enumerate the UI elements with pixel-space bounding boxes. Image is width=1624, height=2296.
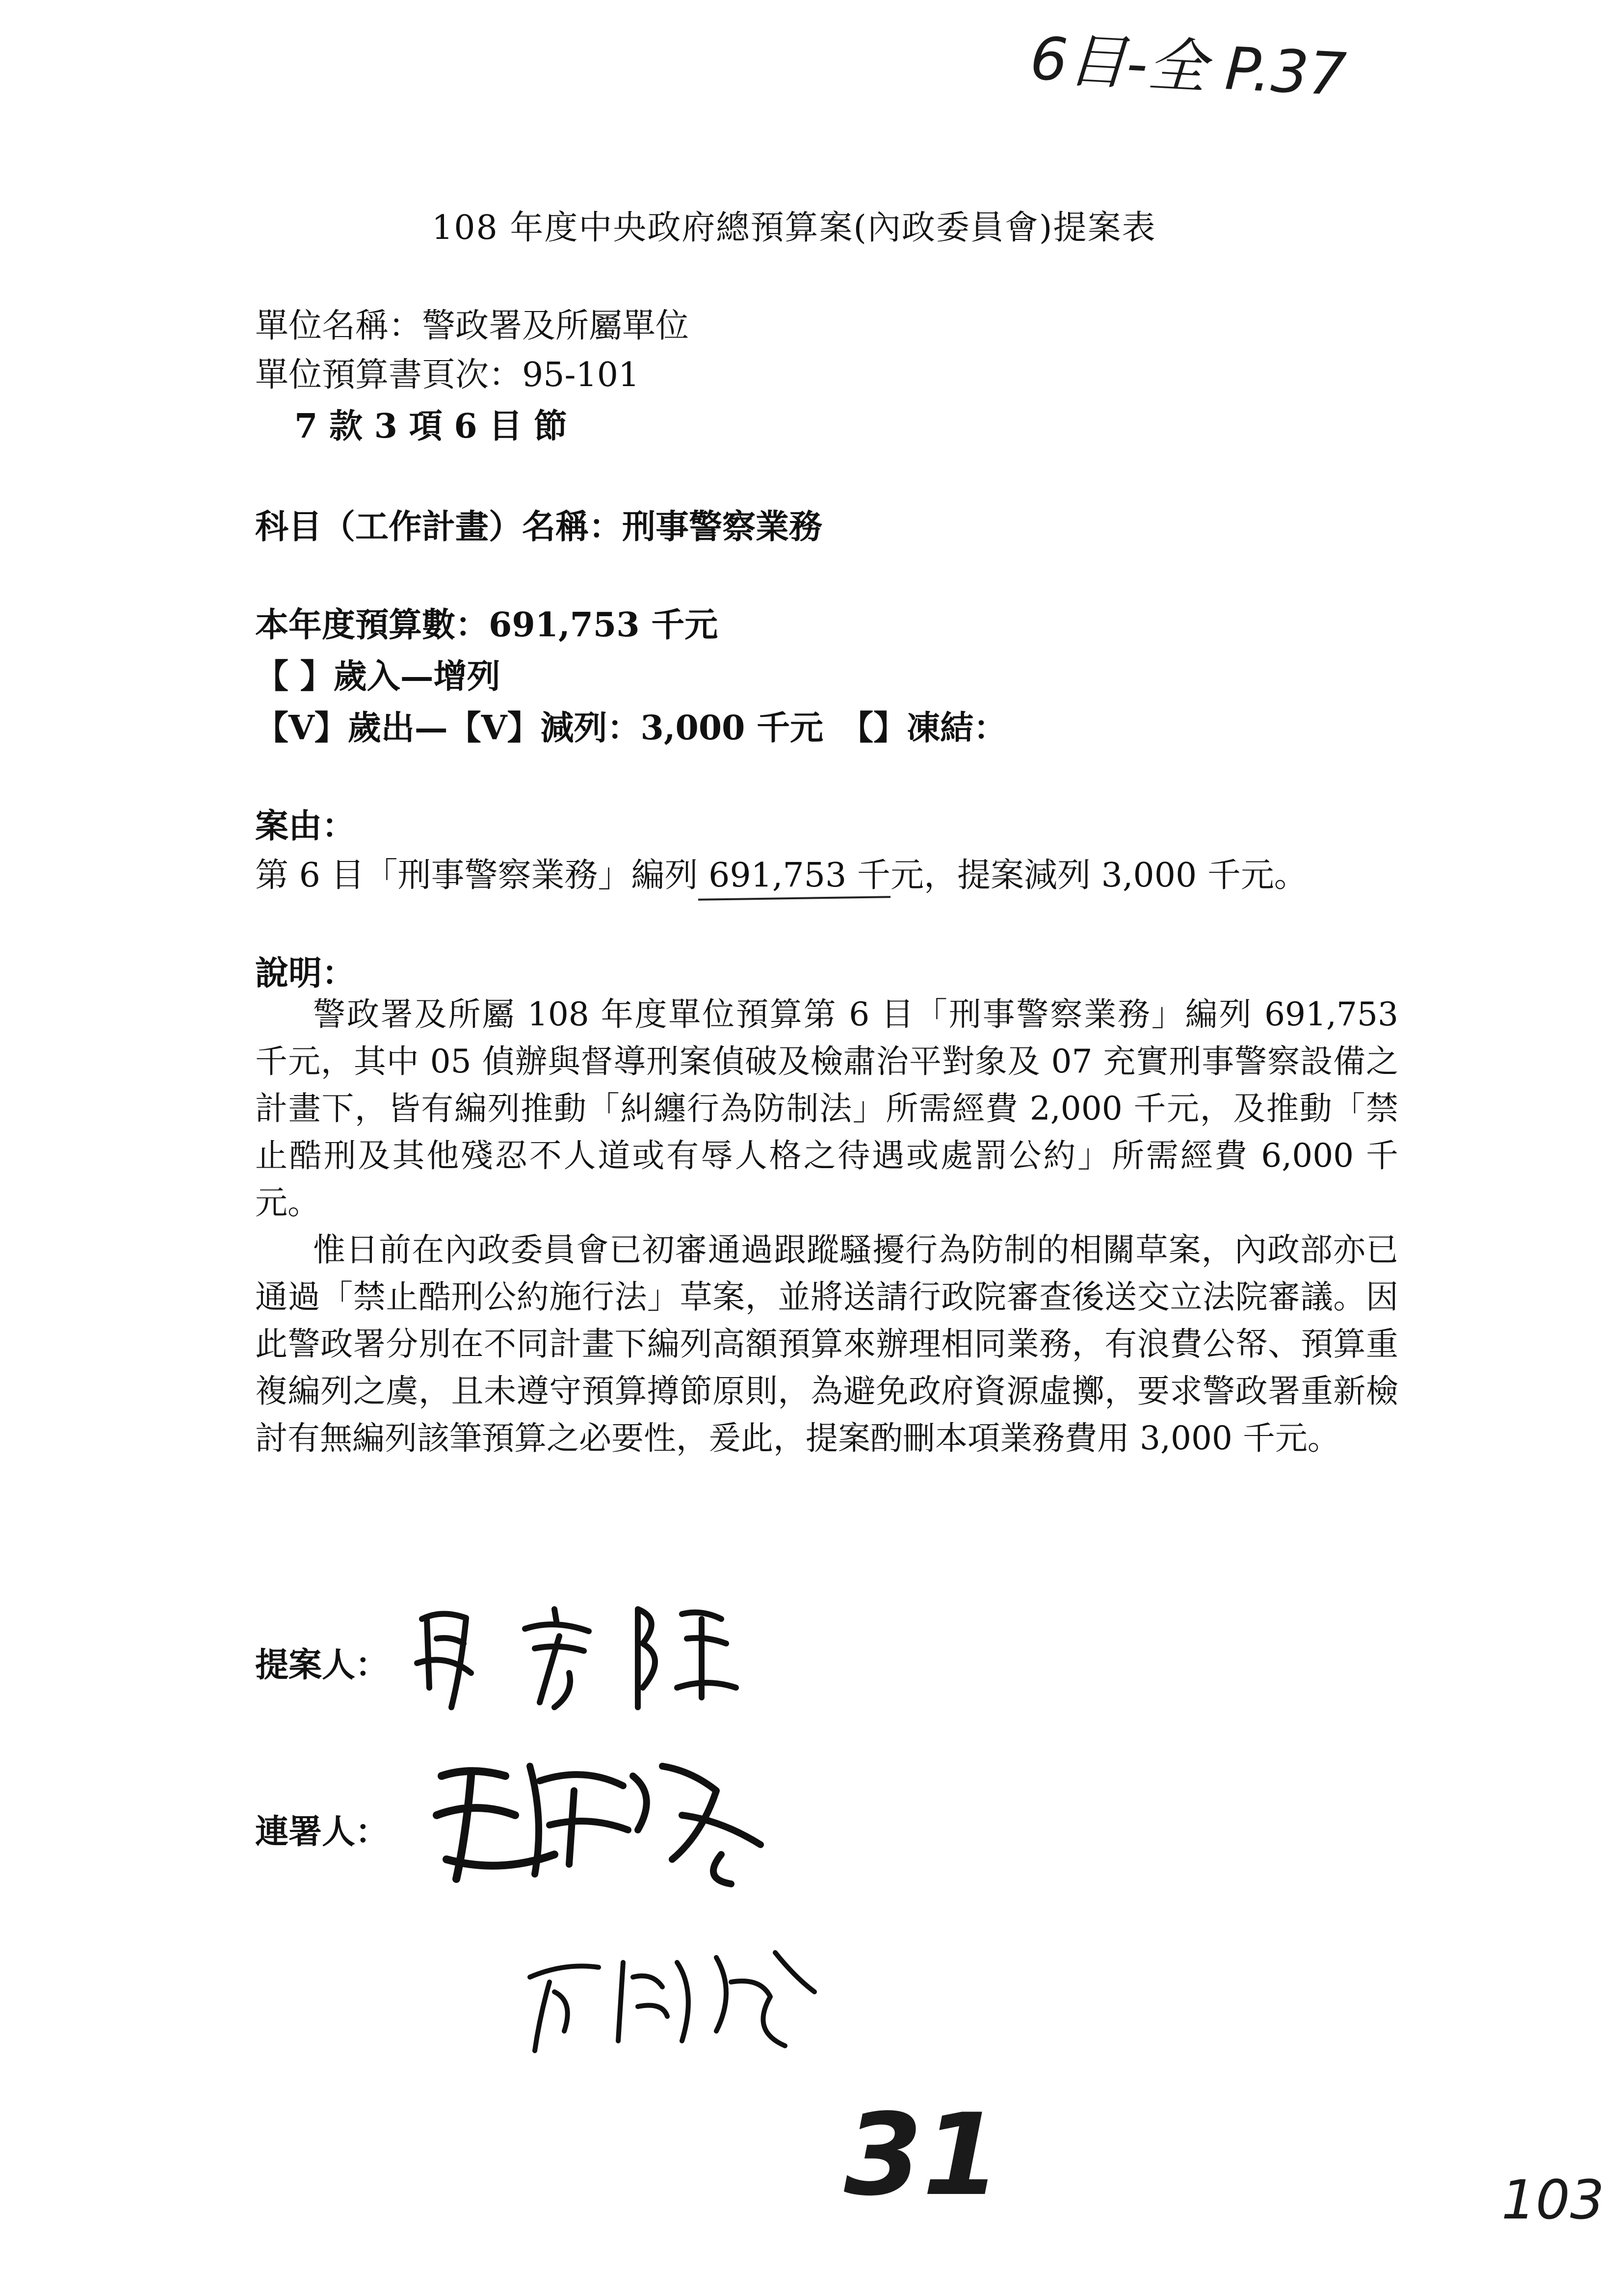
cause-text — [255, 849, 1308, 896]
cause-heading: 案由： — [255, 807, 356, 846]
cause-text-end: 元，提案減列 3,000 千元。 — [890, 856, 1308, 895]
page-reference-annotation: 6目-全 P.37 — [1028, 25, 1348, 109]
explanation-paragraph-2: 惟日前在內政委員會已初審通過跟蹤騷擾行為防制的相關草案，內政部亦已通過「禁止酷刑公約施行法」草案，並將送請行政院審查後送交立法院審議。因此警政署分別在不同計畫下編列高額預算來辦理相同業務，有浪費公帑、預算重複編列之虞，且未遵守預算撙節原則，為避免政府資源虛擲，要求警政署重新檢討有無編列該筆預算之必要性，爰此，提案酌刪本項業務費用 3,000 千元。 — [255, 1231, 1398, 1457]
explanation-paragraph-1: 警政署及所屬 108 年度單位預算第 6 目「刑事警察業務」編列 691,753 千元，其中 05 偵辦與督導刑案偵破及檢肅治平對象及 07 充實刑事警察設備之計畫下，皆有編列推動「糾纏行為防制法」所需經費 2,000 千元，及推動「禁止酷刑及其他殘忍不人道或有辱人格之待遇或處罰公約」所需經費 6,000 千元。 — [255, 995, 1398, 1222]
explanation-body — [255, 991, 1398, 1462]
unit-budget-pages: 單位預算書頁次：95-101 — [255, 356, 640, 394]
cause-amount-underlined: 691,753 千 — [698, 849, 891, 896]
handwritten-page-number: 31 — [844, 2090, 1001, 2221]
cosigner-label: 連署人： — [255, 1812, 389, 1852]
explanation-heading: 說明： — [255, 954, 356, 993]
expense-reduction-option: 【V】歲出—【V】減列：3,000 千元 【】凍結： — [255, 708, 1007, 748]
page-title: 108 年度中央政府總預算案(內政委員會)提案表 — [432, 209, 1156, 247]
revenue-increase-option: 【 】歲入—增列 — [255, 657, 500, 696]
unit-name: 單位名稱：警政署及所屬單位 — [255, 307, 689, 345]
budget-amount: 本年度預算數：691,753 千元 — [255, 605, 718, 645]
proposer-label: 提案人： — [255, 1645, 389, 1685]
cause-text-start: 第 6 目「刑事警察業務」編列 — [255, 856, 698, 895]
handwritten-sheet-number: 103 — [1501, 2168, 1604, 2231]
subject-name: 科目（工作計畫）名稱：刑事警察業務 — [255, 507, 823, 547]
budget-classification: 7 款 3 項 6 目 節 — [294, 407, 567, 446]
